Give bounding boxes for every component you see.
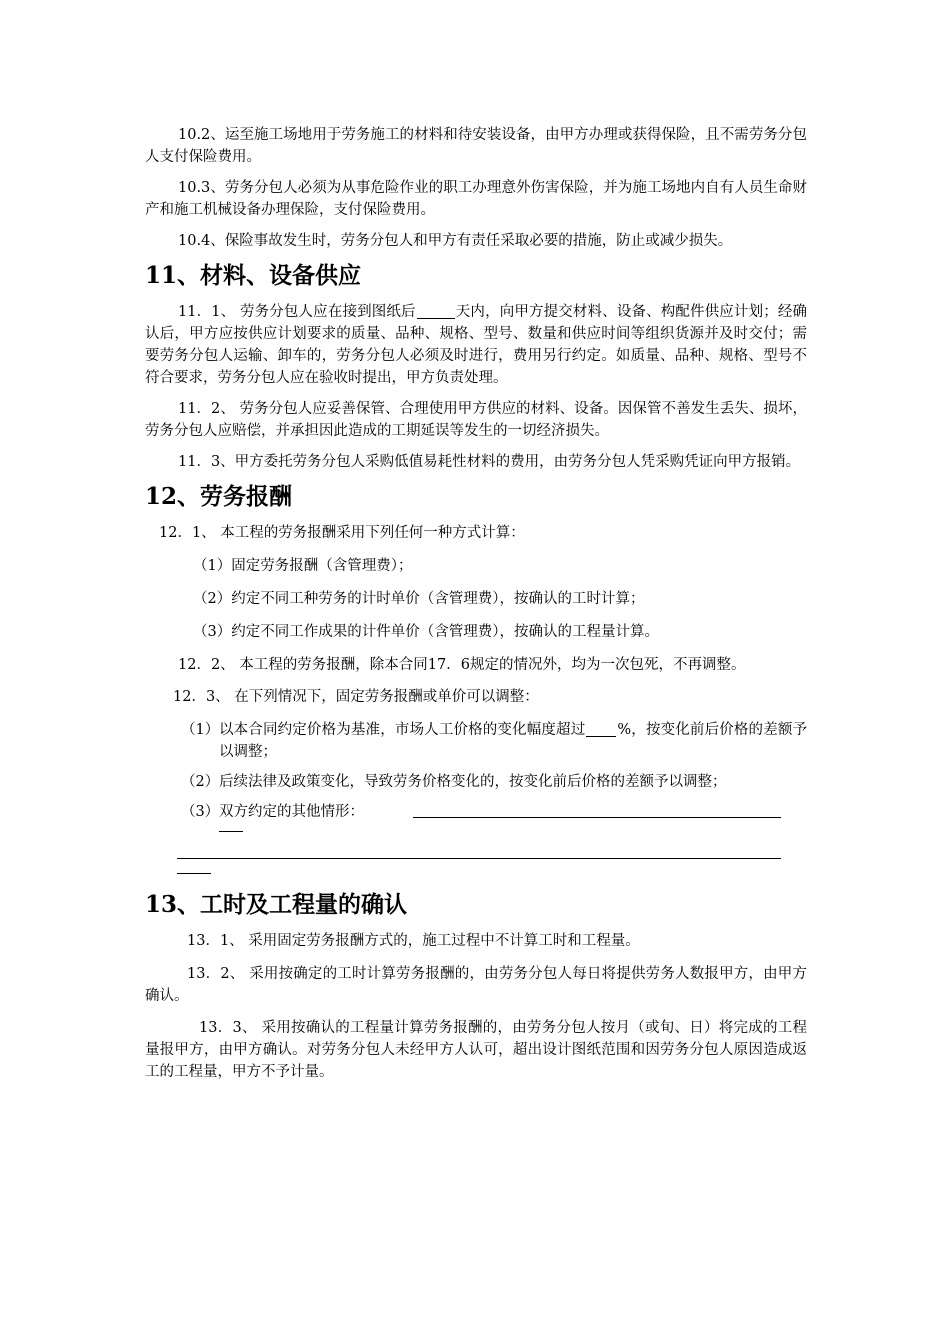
section-11-heading: 11、材料、设备供应 bbox=[145, 262, 362, 289]
section-13-heading: 13、工时及工程量的确认 bbox=[145, 891, 408, 918]
clause-10-2: 10.2、运至施工场地用于劳务施工的材料和待安装设备，由甲方办理或获得保险，且不需劳务分包人支付保险费用。 bbox=[145, 127, 807, 165]
option-3: （3）约定不同工作成果的计件单价（含管理费），按确认的工程量计算。 bbox=[193, 624, 659, 640]
clause-12-1: 12．1、 本工程的劳务报酬采用下列任何一种方式计算： bbox=[159, 525, 525, 541]
clause-11-3: 11．3、甲方委托劳务分包人采购低值易耗性材料的费用，由劳务分包人凭采购凭证向甲方报销。 bbox=[178, 454, 801, 470]
clause-12-3: 12．3、 在下列情况下，固定劳务报酬或单价可以调整： bbox=[173, 689, 539, 705]
adjust-item-3-text: 双方约定的其他情形： bbox=[219, 804, 364, 820]
document-body bbox=[145, 124, 807, 1093]
option-2: （2）约定不同工种劳务的计时单价（含管理费），按确认的工时计算； bbox=[193, 591, 645, 607]
adjust-item-1 bbox=[145, 719, 807, 763]
fill-in-line-2-continuation bbox=[177, 873, 211, 874]
adjust-item-1-text-b: %，按变化前后价格的差额予以调整； bbox=[219, 722, 808, 760]
clause-13-1: 13．1、 采用固定劳务报酬方式的，施工过程中不计算工时和工程量。 bbox=[187, 933, 640, 949]
clause-11-1 bbox=[145, 301, 807, 389]
clause-11-1-text-a: 11．1、 劳务分包人应在接到图纸后 bbox=[178, 304, 416, 320]
fill-in-line-2 bbox=[177, 858, 781, 859]
fill-in-blank-days bbox=[417, 302, 455, 319]
adjust-item-3-number: （3） bbox=[181, 804, 220, 820]
section-12-heading: 12、劳务报酬 bbox=[145, 483, 293, 510]
adjust-item-1-text-a: 以本合同约定价格为基准，市场人工价格的变化幅度超过 bbox=[219, 722, 586, 738]
adjust-item-1-number: （1） bbox=[181, 722, 220, 738]
option-1: （1）固定劳务报酬（含管理费）； bbox=[193, 558, 413, 574]
adjust-item-3 bbox=[145, 801, 807, 823]
adjust-item-2-number: （2） bbox=[181, 774, 220, 790]
clause-11-2: 11．2、 劳务分包人应妥善保管、合理使用甲方供应的材料、设备。因保管不善发生丢失、损坏，劳务分包人应赔偿，并承担因此造成的工期延误等发生的一切经济损失。 bbox=[145, 401, 807, 439]
adjust-item-2-text: 后续法律及政策变化，导致劳务价格变化的，按变化前后价格的差额予以调整； bbox=[219, 774, 727, 790]
clause-13-2: 13．2、 采用按确定的工时计算劳务报酬的，由劳务分包人每日将提供劳务人数报甲方，由甲方确认。 bbox=[145, 966, 807, 1004]
fill-in-line-1-continuation bbox=[219, 831, 243, 832]
adjust-item-2 bbox=[145, 771, 807, 793]
clause-10-3: 10.3、劳务分包人必须为从事危险作业的职工办理意外伤害保险，并为施工场地内自有人员生命财产和施工机械设备办理保险，支付保险费用。 bbox=[145, 180, 807, 218]
clause-12-2: 12．2、 本工程的劳务报酬，除本合同17．6规定的情况外，均为一次包死，不再调整。 bbox=[178, 657, 746, 673]
clause-11-1-text-b: 天内，向甲方提交材料、设备、构配件供应计划；经确认后，甲方应按供应计划要求的质量、品种、规格、型号、数量和供应时间等组织货源并及时交付；需要劳务分包人运输、卸车的，劳务分包人必须及时进行，费用另行约定。如质量、品种、规格、型号不符合要求，劳务分包人应在验收时提出，甲方负责处理。 bbox=[145, 304, 807, 386]
clause-13-3: 13．3、 采用按确认的工程量计算劳务报酬的，由劳务分包人按月（或旬、日）将完成的工程量报甲方，由甲方确认。对劳务分包人未经甲方人认可，超出设计图纸范围和因劳务分包人原因造成返工的工程量，甲方不予计量。 bbox=[145, 1020, 807, 1080]
fill-in-blank-percent bbox=[586, 720, 616, 737]
clause-10-4: 10.4、保险事故发生时，劳务分包人和甲方有责任采取必要的措施，防止或减少损失。 bbox=[178, 233, 733, 249]
